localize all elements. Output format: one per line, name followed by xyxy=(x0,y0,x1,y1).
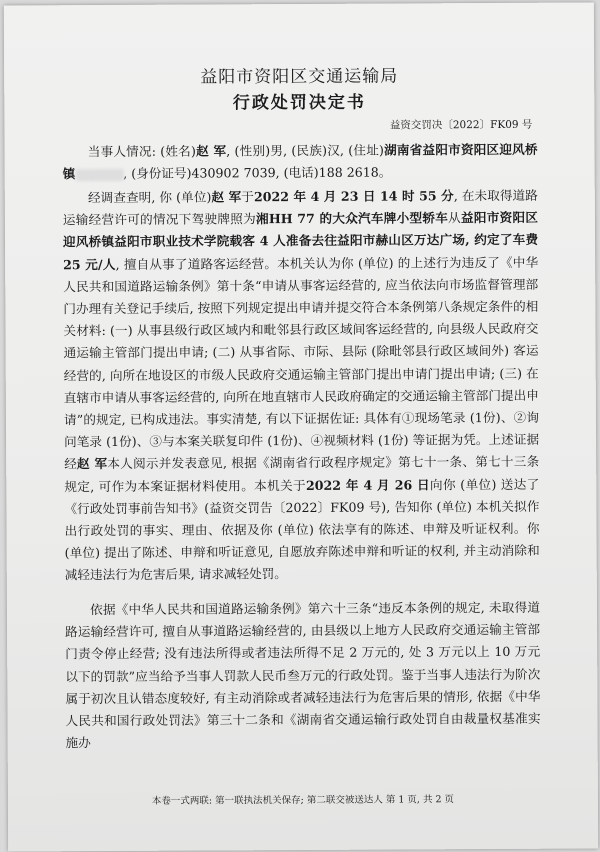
p2-s2: 于 xyxy=(241,189,254,205)
page-footer: 本卷一式两联: 第一联执法机关保存; 第二联交被送达人 第 1 页, 共 2 页 xyxy=(151,794,455,807)
p2-datetime: 2022 年 4 月 23 日 14 时 55 分 xyxy=(253,188,454,205)
address-label: , (住址) xyxy=(339,142,384,158)
document-title: 行政处罚决定书 xyxy=(232,92,366,114)
p2-s4: 从 xyxy=(448,210,462,226)
p2-s6: 本人阅示并发表意见, 根据《湖南省行政程序规定》第七十一条、第七十三条规定, 可作为本案证据材料使用。本机关于 xyxy=(64,454,540,494)
id-label: , (身份证号) xyxy=(123,165,192,182)
party-name: 赵 军 xyxy=(195,143,227,159)
party-phone: 188 2618 xyxy=(318,164,379,181)
p2-name2: 赵 军 xyxy=(76,456,108,472)
p2-name: 赵 军 xyxy=(211,189,242,205)
party-address: 湖南省益阳市资阳区迎风桥镇 xyxy=(62,141,538,182)
party-ethnicity: 汉 xyxy=(326,142,341,158)
legal-basis-paragraph xyxy=(65,597,541,755)
document-sheet xyxy=(4,2,598,851)
p2-s1: 经调查查明, 你 (单位) xyxy=(87,189,212,206)
p2-plate: 湘HH 77 的大众汽车牌小型轿车 xyxy=(255,210,449,227)
phone-label: , (电话) xyxy=(275,165,319,181)
investigation-paragraph xyxy=(63,185,540,587)
gender-label: , (性别) xyxy=(226,143,271,159)
p2-route: 益阳市资阳区迎风桥镇益阳市职业技术学院载客 4 人准备去往益阳市赫山区万达广场, 约定了车费 25 元/人 xyxy=(62,209,539,272)
p2-s3: , 在未取得道路运输经营许可的情况下驾驶牌照为 xyxy=(62,187,538,228)
p2-s7: 向你 (单位) 送达了《行政处罚事前告知书》(益资交罚告〔2022〕FK09 号), 告知你 (单位) 本机关拟作出行政处罚的事实、理由、依据及你 (单位) 依法享有的陈述、申辩及听证权利。你 (单位) 提出了陈述、申辩和听证意见, 自愿放弃陈述申辩和听证的权利, 并主动消除和减轻违法行为危害后果, 请求减轻处罚。 xyxy=(64,476,540,583)
party-gender: 男 xyxy=(270,143,284,159)
party-info-paragraph xyxy=(63,139,538,186)
party-id-number: 430902 7039 xyxy=(191,165,276,181)
p3-text: 依据《中华人民共和国道路运输条例》第六十三条“违反本条例的规定, 未取得道路运输经营许可, 擅自从事道路运输经营的, 由县级以上地方人民政府交通运输主管部门责令停止经营; 没有违法所得或者违法所得不足 2 万元的, 处 3 万元以上 10 万元以下的罚款”应当给予当事人罚款人民币叁万元的行政处罚。鉴于当事人违法行为阶次属于初次且认错态度较好, 有主动消除或者减轻违法行为危害后果的情形, 依据《中华人民共和国行政处罚法》第三十二条和《湖南省交通运输行政处罚自由裁量权基准实施办 xyxy=(65,599,541,751)
ethnicity-label: , (民族) xyxy=(283,142,328,159)
p2-s5: , 擅自从事了道路客运经营。本机关认为你 (单位) 的上述行为违反了《中华人民共和国道路运输条例》第十条“申请从事客运经营的, 应当依法向市场监督管理部门办理有关登记手续后, 按照下列规定提出申请并提交符合本条例第八条规定条件的相关材料: (一) 从事县级行政区域内和毗邻县行政区域间客运经营的, 向县级人民政府交通运输主管部门提出申请; (二) 从事省际、市际、县际 (除毗邻县行政区域间外) 客运经营的, 向所在地设区的市级人民政府交通运输主管部门提出申请门提出申请; (三) 在直辖市申请从事客运经营的, 向所在地直辖市人民政府确定的交通运输主管部门提出申请”的规定, 已构成违法。事实清楚, 有以下证据佐证: 具体有①现场笔录 (1份)、②询问笔录 (1份)、③与本案关联复印件 (1份)、④视频材料 (1份) 等证据为凭。上述证据经 xyxy=(63,254,540,472)
document-number: 益资交罚决〔2022〕FK09 号 xyxy=(389,118,533,132)
party-intro-label: 当事人情况: (姓名) xyxy=(87,143,196,160)
agency-title: 益阳市资阳区交通运输局 xyxy=(200,66,399,88)
p2-date2: 2022 年 4 月 26 日 xyxy=(305,476,431,493)
party-info-end: 。 xyxy=(378,164,392,180)
redaction-mark xyxy=(75,169,123,181)
